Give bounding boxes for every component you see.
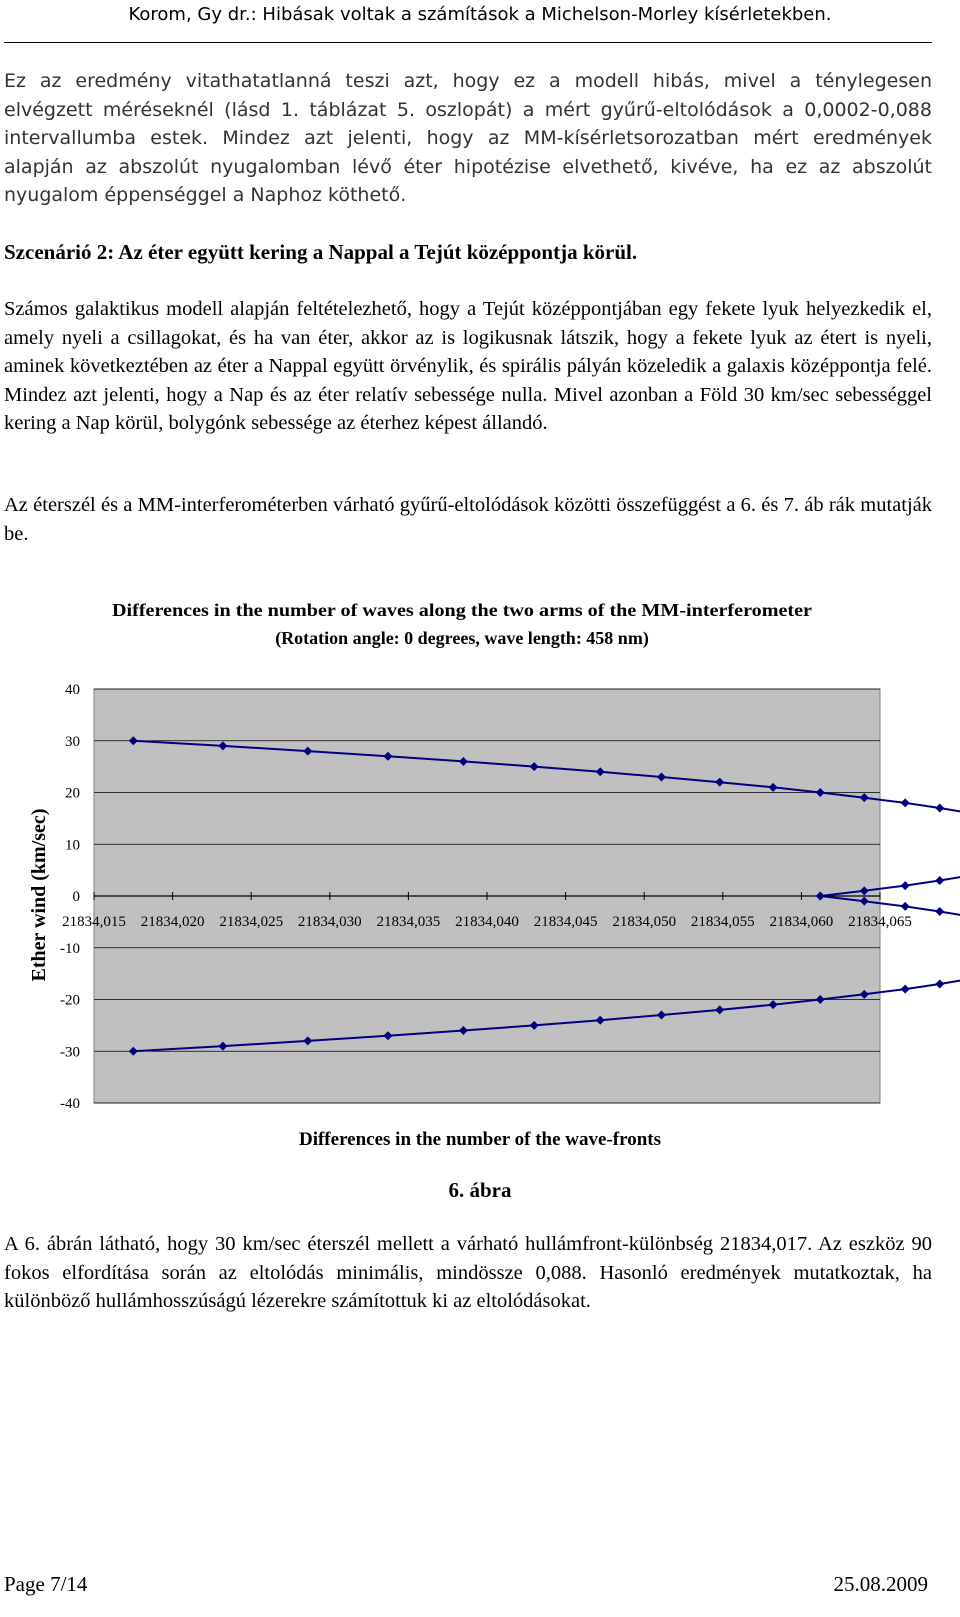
data-point <box>935 804 944 813</box>
x-tick-label: 21834,030 <box>297 914 362 930</box>
figure-caption: 6. ábra <box>448 1178 512 1202</box>
page-header: Korom, Gy dr.: Hibásak voltak a számítások a Michelson-Morley kísérletekben. <box>128 4 832 25</box>
paragraph-1 <box>4 67 932 210</box>
y-axis-ticks <box>60 682 80 1112</box>
x-axis-label: Differences in the number of the wave-fronts <box>298 1129 662 1150</box>
header-divider <box>4 42 932 43</box>
figure-6-chart <box>0 590 960 1170</box>
data-point <box>901 798 910 807</box>
paragraph-3: Az éterszél és a MM-interferométerben várható gyűrű-eltolódások közötti összefüggést a 6. és 7. áb rák mutatják be. <box>4 494 932 545</box>
data-point <box>901 881 910 890</box>
paragraph-1-line-2: elvégzett méréseknél (lásd 1. táblázat 5. oszlopát) a mért gyűrű-eltolódások a 0,0002-0,088 <box>4 98 932 121</box>
x-tick-label: 21834,045 <box>533 914 598 930</box>
paragraph-1-line-3: intervallumba estek. Mindez azt jelenti, hogy az MM-kísérletsorozatban mért eredmények <box>4 127 932 149</box>
y-tick-label: -10 <box>60 940 80 957</box>
y-axis-label: Ether wind (km/sec) <box>28 808 50 982</box>
data-point <box>901 985 910 994</box>
data-point <box>901 902 910 911</box>
page-date: 25.08.2009 <box>833 1572 928 1596</box>
y-tick-label: -20 <box>60 992 80 1009</box>
data-point <box>935 979 944 988</box>
x-tick-label: 21834,020 <box>140 914 205 930</box>
chart-title: Differences in the number of waves along the two arms of the MM-interferometer <box>112 600 813 620</box>
y-tick-label: 10 <box>65 837 80 854</box>
paragraph-1-line-4: alapján az abszolút nyugalomban lévő éter hipotézise elvethető, kivéve, ha ez az abszolút <box>4 155 932 178</box>
paragraph-4: A 6. ábrán látható, hogy 30 km/sec éterszél mellett a várható hullámfront-különbség 21834,017. Az eszköz 90 fokos elfordítása során az eltolódás minimális, mindössze 0,088. Hasonló eredmények mutatkoztak, ha különböző hullámhosszúságú lézerekre számítottuk ki az eltolódásokat. <box>4 1233 932 1312</box>
x-tick-label: 21834,055 <box>690 914 755 930</box>
x-tick-label: 21834,065 <box>848 914 912 930</box>
page-number: Page 7/14 <box>4 1572 88 1596</box>
y-tick-label: 20 <box>65 785 80 802</box>
y-tick-label: -30 <box>60 1044 80 1061</box>
y-tick-label: -40 <box>60 1096 80 1112</box>
x-tick-label: 21834,035 <box>376 914 441 930</box>
x-tick-label: 21834,060 <box>769 914 834 930</box>
x-tick-label: 21834,025 <box>219 914 284 930</box>
paragraph-1-line-5: nyugalom éppenséggel a Naphoz köthető. <box>4 184 407 206</box>
chart-subtitle: (Rotation angle: 0 degrees, wave length: 458 nm) <box>275 628 649 648</box>
x-tick-label: 21834,050 <box>612 914 677 930</box>
data-point <box>935 876 944 885</box>
data-point <box>935 907 944 916</box>
y-tick-label: 30 <box>65 733 80 750</box>
section-heading: Szcenárió 2: Az éter együtt kering a Nappal a Tejút középpontja körül. <box>4 240 638 264</box>
y-tick-label: 40 <box>65 682 80 698</box>
paragraph-1-line-1: Ez az eredmény vitathatatlanná teszi azt, hogy ez a modell hibás, mivel a ténylegesen <box>4 70 932 92</box>
x-tick-label: 21834,015 <box>62 914 126 930</box>
paragraph-2: Számos galaktikus modell alapján feltételezhető, hogy a Tejút középpontjában egy fekete lyuk helyezkedik el, amely nyeli a csillagokat, és ha van éter, akkor az is logikusnak látszik, hogy a fekete lyuk az étert is nyeli, aminek következtében az éter a Nappal együtt örvénylik, és spirális pályán közeledik a galaxis középpontja felé. Mindez azt jelenti, hogy a Nap és az éter relatív sebessége nulla. Mivel azonban a Föld 30 km/sec sebességgel kering a Nap körül, bolygónk sebessége az éterhez képest állandó. <box>4 298 932 434</box>
x-tick-label: 21834,040 <box>455 914 519 930</box>
y-tick-label: 0 <box>72 889 80 905</box>
